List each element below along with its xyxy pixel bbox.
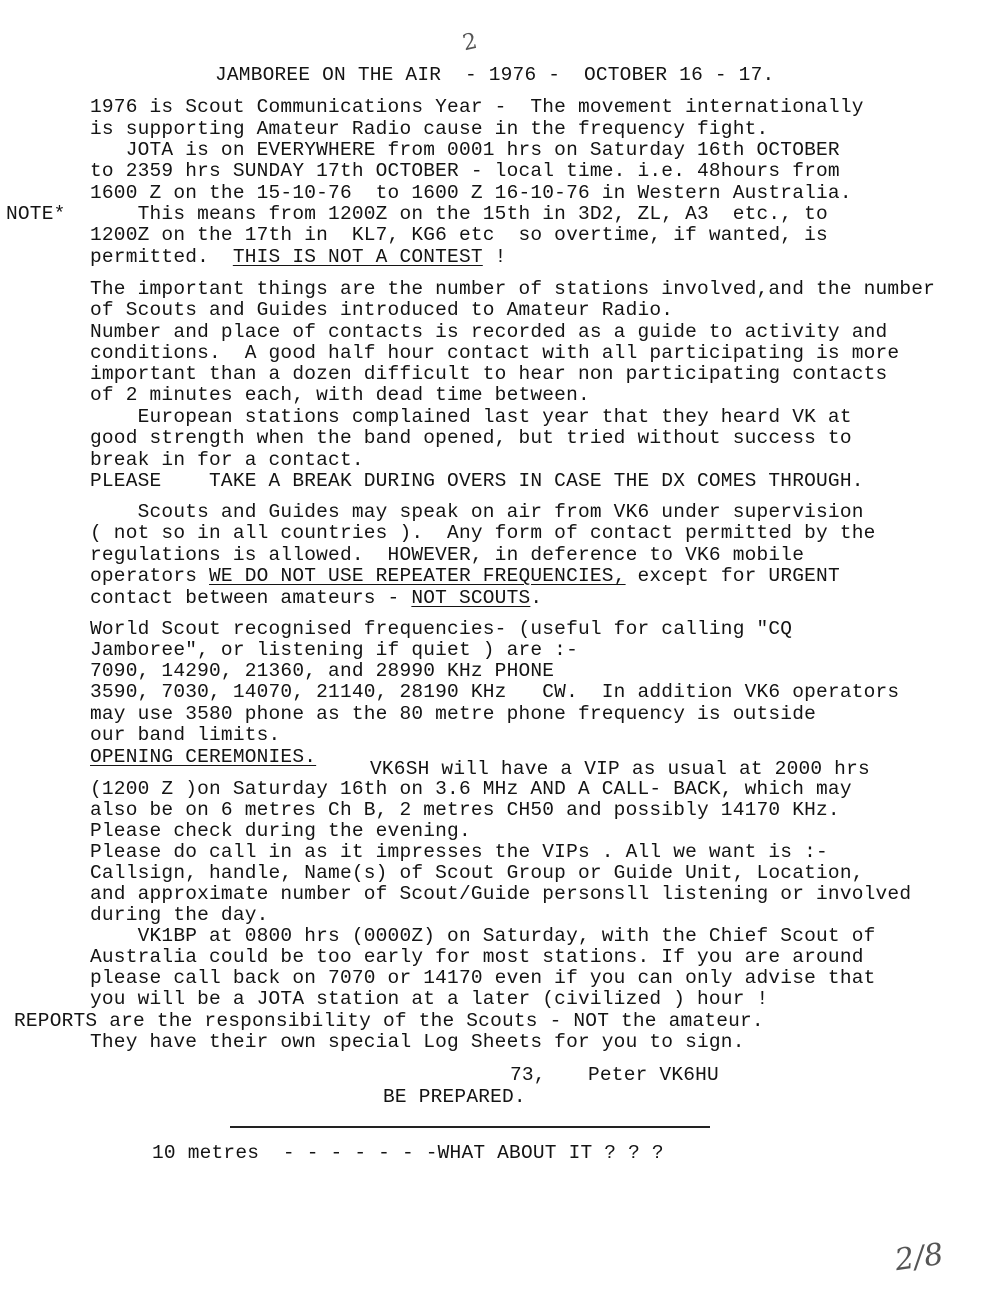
text-segment: contact between amateurs - [90,587,412,609]
note-label: NOTE* [6,203,66,225]
text-line: Australia could be too early for most stations. If you are around [90,946,864,968]
text-line: of 2 minutes each, with dead time between. [90,384,590,406]
text-line: ( not so in all countries ). Any form of contact permitted by the [90,522,876,544]
text-line: 1600 Z on the 15-10-76 to 1600 Z 16-10-76 in Western Australia. [90,182,852,204]
text-segment: ! [482,246,507,268]
footer-line: 10 metres - - - - - - -WHAT ABOUT IT ? ? ? [152,1142,664,1164]
text-line: to 2359 hrs SUNDAY 17th OCTOBER - local time. i.e. 48hours from [90,160,840,182]
repeater-warning: WE DO NOT USE REPEATER FREQUENCIES, [209,565,626,587]
signature-name: Peter VK6HU [588,1064,719,1086]
text-line: good strength when the band opened, but tried without success to [90,427,852,449]
text-line: during the day. [90,904,269,926]
text-line: The important things are the number of stations involved,and the number [90,278,936,300]
text-line: Scouts and Guides may speak on air from VK6 under supervision [90,501,864,523]
text-line: (1200 Z )on Saturday 16th on 3.6 MHz AND A CALL- BACK, which may [90,778,852,800]
text-segment: permitted. [90,246,233,268]
not-a-contest-emphasis: THIS IS NOT A CONTEST [232,246,483,268]
text-line: Number and place of contacts is recorded as a guide to activity and [90,321,888,343]
text-line: may use 3580 phone as the 80 metre phone frequency is outside [90,703,817,725]
closing-73: 73, [510,1064,546,1086]
text-line: 1200Z on the 17th in KL7, KG6 etc so overtime, if wanted, is [90,224,828,246]
text-line: PLEASE TAKE A BREAK DURING OVERS IN CASE THE DX COMES THROUGH. [90,470,864,492]
text-line: VK6SH will have a VIP as usual at 2000 hrs [370,758,870,780]
document-title: JAMBOREE ON THE AIR - 1976 - OCTOBER 16 - 17. [215,64,775,86]
text-segment: . [530,587,543,609]
text-line: please call back on 7070 or 14170 even if you can only advise that [90,967,876,989]
text-line: and approximate number of Scout/Guide personsll listening or involved [90,883,912,905]
opening-ceremonies-heading: OPENING CEREMONIES. [90,746,317,768]
not-scouts-emphasis: NOT SCOUTS [411,587,531,609]
text-line: also be on 6 metres Ch B, 2 metres CH50 and possibly 14170 KHz. [90,799,840,821]
text-line: regulations is allowed. HOWEVER, in deference to VK6 mobile [90,544,805,566]
text-line: break in for a contact. [90,449,364,471]
text-segment: operators [90,565,210,587]
text-line: our band limits. [90,724,281,746]
be-prepared: BE PREPARED. [383,1086,526,1108]
text-line: Please check during the evening. [90,820,471,842]
folio-mark: 2/8 [892,1236,946,1279]
text-line: Jamboree", or listening if quiet ) are :- [90,639,578,661]
text-line: conditions. A good half hour contact with all participating is more [90,342,900,364]
text-line: This means from 1200Z on the 15th in 3D2, ZL, A3 etc., to [90,203,828,225]
text-line [90,565,840,587]
text-line [90,246,507,268]
text-line: you will be a JOTA station at a later (civilized ) hour ! [90,988,769,1010]
text-line: European stations complained last year that they heard VK at [90,406,852,428]
text-line: Please do call in as it impresses the VIPs . All we want is :- [90,841,828,863]
text-line: World Scout recognised frequencies- (useful for calling "CQ [90,618,793,640]
divider-rule [230,1126,710,1128]
reports-line: REPORTS are the responsibility of the Scouts - NOT the amateur. [14,1010,764,1032]
text-line: important than a dozen difficult to hear non participating contacts [90,363,888,385]
text-line [90,587,542,609]
page-mark: 2 [460,28,480,57]
text-line: JOTA is on EVERYWHERE from 0001 hrs on Saturday 16th OCTOBER [90,139,840,161]
text-line: of Scouts and Guides introduced to Amateur Radio. [90,299,674,321]
text-line: Callsign, handle, Name(s) of Scout Group or Guide Unit, Location, [90,862,864,884]
text-line: 7090, 14290, 21360, and 28990 KHz PHONE [90,660,555,682]
text-segment: except for URGENT [625,565,840,587]
text-line: VK1BP at 0800 hrs (0000Z) on Saturday, with the Chief Scout of [90,925,876,947]
text-line: 3590, 7030, 14070, 21140, 28190 KHz CW. In addition VK6 operators [90,681,900,703]
text-line: is supporting Amateur Radio cause in the frequency fight. [90,118,769,140]
reports-tail: They have their own special Log Sheets for you to sign. [90,1031,745,1053]
text-line: 1976 is Scout Communications Year - The movement internationally [90,96,864,118]
